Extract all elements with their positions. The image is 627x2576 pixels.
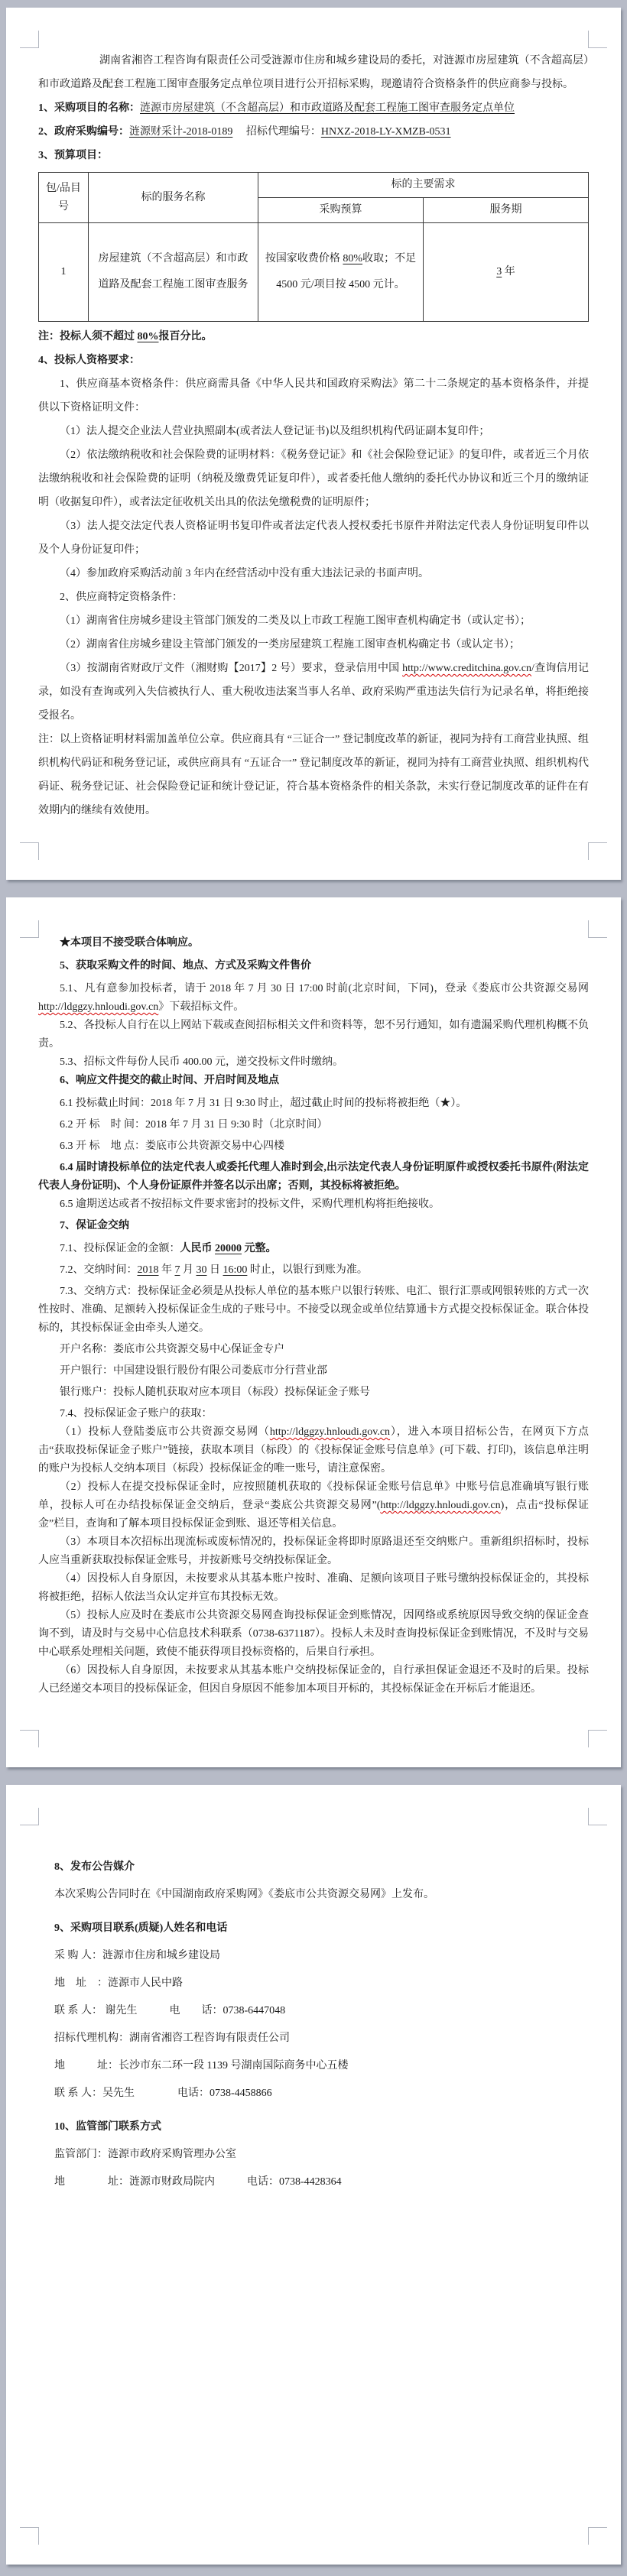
page-2-content <box>6 897 621 1698</box>
text-run: 6、响应文件提交的截止时间、开启时间及地点 <box>60 1075 279 1086</box>
paragraph <box>38 349 589 372</box>
paragraph <box>38 2114 589 2141</box>
text-run: （2）依法缴纳税收和社会保险费的证明材料：《税务登记证》和《社会保险登记证》的复印件，或者近三个月依法缴纳税收和社会保险费的证明（纳税及缴费凭证复印件），或者委托他人缴纳的委托代办协议和近三个月的缴纳证明（收据复印件），或者法定征收机关出具的依法免缴税费的证明原件； <box>38 449 589 508</box>
paragraph <box>38 1607 589 1662</box>
margin-mark-bottom-left <box>20 2527 39 2545</box>
margin-mark-bottom-left <box>20 842 39 860</box>
table-header-corner: 包/品目号 <box>39 173 89 223</box>
paragraph <box>38 1942 589 1970</box>
margin-mark-bottom-right <box>588 2527 607 2545</box>
text-run: ★本项目不接受联合体响应。 <box>60 937 199 949</box>
text-run: 6.1 投标截止时间：2018 年 7 月 31 日 9:30 时止，超过截止时间的投标将被拒绝（★）。 <box>60 1098 467 1109</box>
text-run: （1）法人提交企业法人营业执照副本(或者法人登记证书)以及组织机构代码证副本复印件； <box>60 426 490 437</box>
margin-mark-bottom-left <box>20 1730 39 1747</box>
paragraph <box>38 1053 589 1072</box>
document-page-3 <box>6 1785 621 2565</box>
text-run: 3、预算项目： <box>38 150 108 161</box>
text-run: 时止，以银行到账为准。 <box>247 1264 368 1276</box>
text-run: 7.1、投标保证金的金额： <box>60 1243 180 1254</box>
paragraph <box>38 1159 589 1196</box>
paragraph <box>38 1478 589 1533</box>
paragraph <box>38 372 589 420</box>
margin-mark-bottom-right <box>588 842 607 860</box>
text-run: 收取；不足 4500 元/项目按 4500 元计。 <box>276 253 417 290</box>
paragraph <box>38 728 589 822</box>
paragraph <box>38 420 589 443</box>
text-run: 7.4、投标保证金子账户的获取： <box>60 1408 213 1419</box>
text-run: （5）投标人应及时在娄底市公共资源交易网查询投标保证金到账情况，因网络或系统原因导致交纳的保证金查询不到，请及时与交易中心信息技术科联系（0738-6371187）。投标人未及时查询投标保证金到账情况，不及时与交易中心联系处理相关问题，致使不能获得项目投标资格的，后果自行承担。 <box>38 1610 589 1658</box>
paragraph <box>38 2025 589 2052</box>
paragraph <box>38 1854 589 1881</box>
page-3-content <box>6 1785 621 2196</box>
text-run: 6.4 届时请投标单位的法定代表人或委托代理人准时到会,出示法定代表人身份证明原件或授权委托书原件(附法定代表人身份证明)、个人身份证原件并签名以示出席；否则，其投标将被拒绝。 <box>38 1162 589 1192</box>
text-run: 80% <box>137 331 159 342</box>
text-run: 人民币 <box>180 1243 215 1254</box>
paragraph <box>38 443 589 514</box>
paragraph <box>38 2141 589 2169</box>
text-run: 联 系 人： 谢先生 电 话：0738-6447048 <box>54 2005 286 2016</box>
paragraph <box>38 2080 589 2107</box>
paragraph <box>38 1662 589 1698</box>
text-run: 监管部门：涟源市政府采购管理办公室 <box>54 2149 236 2160</box>
text-run: 9、采购项目联系(质疑)人姓名和电话 <box>54 1922 228 1934</box>
paragraph <box>38 1283 589 1338</box>
paragraph <box>38 657 589 728</box>
text-run: 注：以上资格证明材料需加盖单位公章。供应商具有 “三证合一” 登记制度改革的新证，视同为持有工商营业执照、组织机构代码证和税务登记证，或供应商具有 “五证合一” 登记制度改革的新证，视同为持有工商营业执照、组织机构代码证、税务登记证、社会保险登记证和统计登记证，符合基本资格条件的相关条款，未实行登记制度改革的证件在有效期内的继续有效使用。 <box>38 734 589 816</box>
paragraph <box>38 49 589 96</box>
text-run: （1）投标人登陆娄底市公共资源交易网（ <box>60 1426 270 1438</box>
paragraph <box>38 1116 589 1134</box>
text-run: （3）本项目本次招标出现流标或废标情况的，投标保证金将即时原路退还至交纳账户。重新组织招标时，投标人应当重新获取投标保证金账号，并按新账号交纳投标保证金。 <box>38 1536 589 1566</box>
text-run: 年 <box>502 266 515 277</box>
text-run: 涟源财采计-2018-0189 <box>129 126 233 138</box>
text-run: 月 <box>180 1264 197 1276</box>
table-header-row <box>39 173 589 198</box>
text-run: 采 购 人：涟源市住房和城乡建设局 <box>54 1950 220 1961</box>
text-run: 2、政府采购编号： <box>38 126 129 138</box>
cell-item-number: 1 <box>39 223 89 322</box>
text-run: 7、保证金交纳 <box>60 1220 129 1231</box>
paragraph <box>38 980 589 1017</box>
text-run: （2）投标人在提交投标保证金时，应按照随机获取的《投标保证金账号信息单》中账号信息准确填写银行账单，投标人可在办结投标保证金交纳后，登录“娄底公共资源交易网”( <box>38 1481 589 1511</box>
margin-mark-bottom-right <box>588 1730 607 1747</box>
text-run: /查询信用记录，如没有查询或列入失信被执行人、重大税收违法案当事人名单、政府采购严重违法失信行为记录名单，将拒绝接受报名。 <box>38 663 590 722</box>
paragraph <box>38 325 589 349</box>
paragraph <box>38 96 589 120</box>
text-run: 80% <box>343 253 363 264</box>
cell-service-period <box>424 223 589 322</box>
text-run: 开户银行：中国建设银行股份有限公司娄底市分行营业部 <box>60 1365 327 1377</box>
paragraph <box>38 633 589 657</box>
text-run: 》下载招标文件。 <box>158 1001 245 1013</box>
text-run: （1）湖南省住房城乡建设主管部门颁发的二类及以上市政工程施工图审查机构确定书（或认定书）； <box>60 615 531 627</box>
paragraph <box>38 1570 589 1607</box>
text-run: 2、供应商特定资格条件： <box>60 592 183 603</box>
paragraph <box>38 1137 589 1156</box>
text-run: 8、发布公告媒介 <box>54 1861 135 1873</box>
text-run: （4）因投标人自身原因，未按要求从其基本账户按时、准确、足额向该项目子账号缴纳投标保证金的，其投标将被拒绝，招标人依法当众认定并宣布其投标无效。 <box>38 1573 589 1603</box>
text-run: 5、获取采购文件的时间、地点、方式及采购文件售价 <box>60 960 311 972</box>
text-run: 10、监管部门联系方式 <box>54 2121 161 2133</box>
text-run: 3 <box>496 266 502 277</box>
paragraph <box>38 1970 589 1997</box>
text-run: 注：投标人须不超过 <box>38 331 138 342</box>
text-run: 20000 <box>215 1243 242 1254</box>
text-run: 招标代理机构：湖南省湘咨工程咨询有限责任公司 <box>54 2033 290 2044</box>
text-run: 1、采购项目的名称： <box>38 102 140 114</box>
text-run: 银行账户：投标人随机获取对应本项目（标段）投标保证金子账号 <box>60 1387 370 1398</box>
text-run: 湖南省湘咨工程咨询有限责任公司受涟源市住房和城乡建设局的委托，对涟源市房屋建筑（不含超高层）和市政道路及配套工程施工图审查服务定点单位项目进行公开招标采购，现邀请符合资格条件的供应商参与投标。 <box>38 55 589 90</box>
paragraph <box>38 1881 589 1909</box>
text-run: 5.1、凡有意参加投标者，请于 2018 年 7 月 30 日 17:00 时前(北京时间，下同)，登录《娄底市公共资源交易网 <box>60 983 589 994</box>
text-run: 日 <box>206 1264 223 1276</box>
table-header-service: 标的服务名称 <box>89 173 258 223</box>
text-run: 地 址 ：涟源市人民中路 <box>54 1977 183 1989</box>
document-page-1 <box>6 8 621 880</box>
text-run: （3）法人提交法定代表人资格证明书复印件或者法定代表人授权委托书原件并附法定代表人身份证明复印件以及个人身份证复印件； <box>38 521 589 556</box>
text-run: 30 <box>196 1264 207 1276</box>
text-run: 5.3、招标文件每份人民币 400.00 元，递交投标文件时缴纳。 <box>60 1056 343 1068</box>
paragraph <box>38 2169 589 2196</box>
paragraph <box>38 562 589 586</box>
text-run: 本次采购公告同时在《中国湖南政府采购网》《娄底市公共资源交易网》上发布。 <box>54 1889 434 1900</box>
text-run: 6.2 开 标 时 间：2018 年 7 月 31 日 9:30 时（北京时间） <box>60 1119 328 1131</box>
paragraph <box>38 1405 589 1423</box>
text-run: HNXZ-2018-LY-XMZB-0531 <box>320 126 451 138</box>
paragraph <box>38 1196 589 1214</box>
table-row <box>39 223 589 322</box>
paragraph <box>38 1240 589 1258</box>
page-1-content <box>6 8 621 822</box>
text-run: （2）湖南省住房城乡建设主管部门颁发的一类房屋建筑工程施工图审查机构确定书（或认定书）； <box>60 639 520 650</box>
paragraph <box>38 1533 589 1570</box>
text-run: 1、供应商基本资格条件：供应商需具备《中华人民共和国政府采购法》第二十二条规定的基本资格条件，并提供以下资格证明文件： <box>38 378 589 414</box>
budget-table <box>38 172 589 322</box>
text-run: 16:00 <box>223 1264 248 1276</box>
text-run: 5.2、各投标人自行在以上网站下载或查阅招标相关文件和资料等，恕不另行通知，如有遗漏采购代理机构概不负责。 <box>38 1020 589 1050</box>
paragraph <box>38 1997 589 2025</box>
paragraph <box>38 1261 589 1280</box>
paragraph <box>38 144 589 167</box>
paragraph <box>38 934 589 952</box>
paragraph <box>38 514 589 562</box>
paragraph <box>38 1384 589 1402</box>
text-run: 地 址：涟源市财政局院内 电话：0738-4428364 <box>54 2176 342 2188</box>
text-run: 6.5 逾期送达或者不按招标文件要求密封的投标文件，采购代理机构将拒绝接收。 <box>60 1199 440 1210</box>
paragraph <box>38 1341 589 1359</box>
text-run: 7.3、交纳方式：投标保证金必须是从投标人单位的基本账户以银行转账、电汇、银行汇票或网银转账的方式一次性按时、准确、足额转入投标保证金生成的子账号中。不接受以现金或单位结算通卡方式提交投标保证金。联合体投标的，其投标保证金由牵头人递交。 <box>38 1286 589 1334</box>
text-run: ），进入本项目招标公告，在网页下方点击“获取投标保证金子账户”链接，获取本项目（标段）的《投标保证金账号信息单》(可下载、打印)，该信息单注明的账户为投标人交纳本项目（标段）投标保证金的唯一账号，请注意保密。 <box>38 1426 590 1475</box>
table-header-main: 标的主要需求 <box>258 173 589 198</box>
text-run: 开户名称：娄底市公共资源交易中心保证金专户 <box>60 1344 284 1355</box>
text-run: 6.3 开 标 地 点：娄底市公共资源交易中心四楼 <box>60 1140 284 1152</box>
paragraph <box>38 1362 589 1380</box>
paragraph <box>38 2052 589 2080</box>
text-run: （3）按湖南省财政厅文件（湘财购【2017】2 号）要求，登录信用中国 <box>60 663 403 674</box>
text-run: （6）因投标人自身原因，未按要求从其基本账户交纳投标保证金的，自行承担保证金退还不及时的后果。投标人已经递交本项目的投标保证金，但因自身原因不能参加本项目开标的，其投标保证金在开标后才能退还。 <box>38 1665 589 1695</box>
text-run: 按国家收费价格 <box>265 253 343 264</box>
paragraph <box>38 957 589 975</box>
text-run: 地 址：长沙市东二环一段 1139 号湖南国际商务中心五楼 <box>54 2060 349 2072</box>
cell-service-name: 房屋建筑（不含超高层）和市政道路及配套工程施工图审查服务 <box>89 223 258 322</box>
paragraph <box>38 1217 589 1235</box>
text-run: 7.2、交纳时间： <box>60 1264 138 1276</box>
text-run: 报百分比。 <box>158 331 213 342</box>
paragraph <box>38 1423 589 1478</box>
paragraph <box>38 1017 589 1053</box>
text-run: http://ldggzy.hnloudi.gov.cn <box>38 1001 159 1013</box>
text-run: 2018 <box>137 1264 159 1276</box>
text-run: 涟源市房屋建筑（不含超高层）和市政道路及配套工程施工图审查服务定点单位 <box>140 102 515 114</box>
paragraph <box>38 120 589 144</box>
table-header-budget: 采购预算 <box>258 198 424 223</box>
text-run: 招标代理编号： <box>232 126 321 138</box>
paragraph <box>38 1915 589 1942</box>
document-page-2 <box>6 897 621 1767</box>
text-run: 联 系 人：吴先生 电话：0738-4458866 <box>54 2088 272 2099</box>
cell-budget <box>258 223 424 322</box>
text-run: http://www.creditchina.gov.cn <box>402 663 531 674</box>
text-run: 7 <box>174 1264 180 1276</box>
text-run: 年 <box>158 1264 175 1276</box>
paragraph <box>38 1095 589 1113</box>
text-run: http://ldggzy.hnloudi.gov.cn <box>269 1426 391 1438</box>
text-run: )，点击“投标保证金”栏目，查询和了解本项目投标保证金到账、退还等相关信息。 <box>38 1500 589 1530</box>
paragraph <box>38 609 589 633</box>
text-run: http://ldggzy.hnloudi.gov.cn <box>380 1500 501 1511</box>
text-run: 4、投标人资格要求： <box>38 355 140 366</box>
text-run: （4）参加政府采购活动前 3 年内在经营活动中没有重大违法记录的书面声明。 <box>60 568 429 579</box>
text-run: 元整。 <box>242 1243 277 1254</box>
paragraph <box>38 1072 589 1090</box>
table-header-period: 服务期 <box>424 198 589 223</box>
paragraph <box>38 586 589 609</box>
